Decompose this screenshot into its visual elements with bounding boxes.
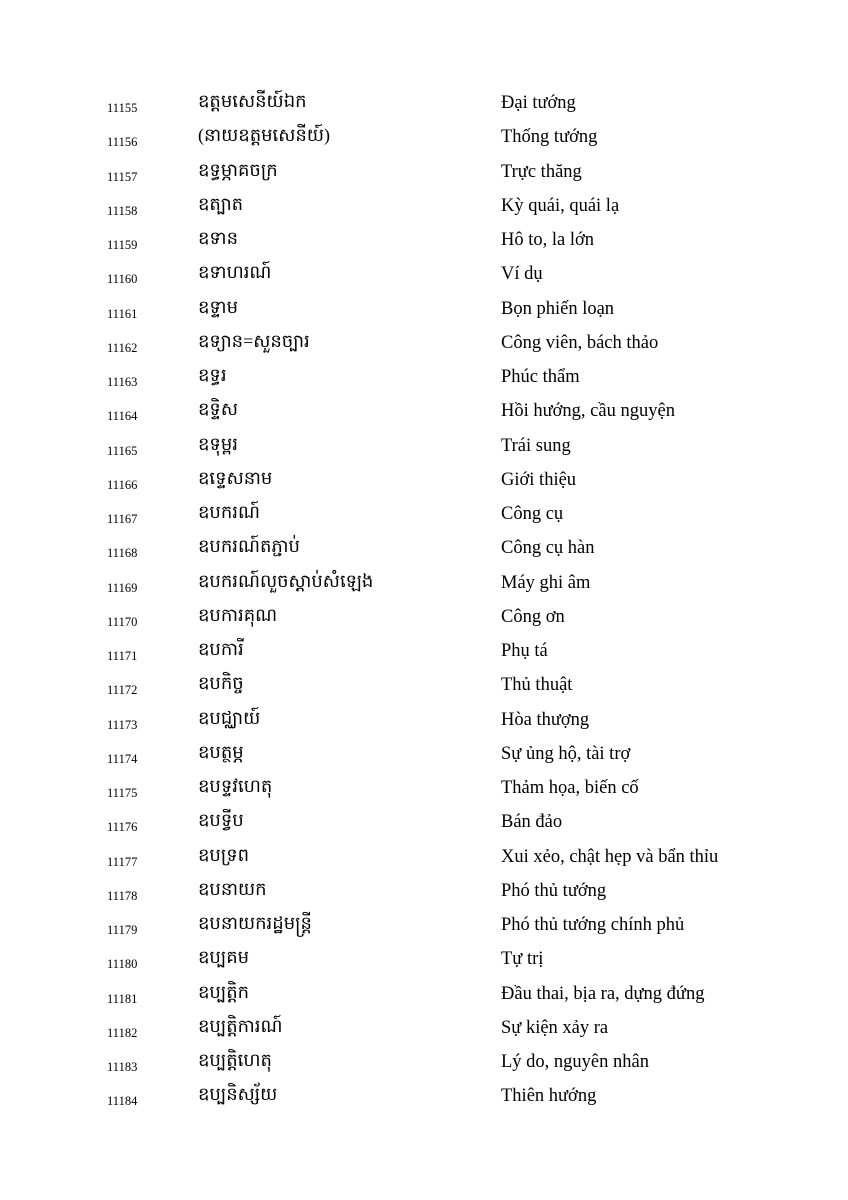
vietnamese-translation: Thủ thuật: [501, 675, 573, 696]
entry-number: 11156: [107, 135, 138, 150]
vietnamese-translation: Thống tướng: [501, 127, 598, 148]
list-item: [0, 600, 848, 634]
khmer-term: ឧត្តមសេនីយ៍ឯក: [198, 91, 307, 111]
khmer-term: ឧប្បត្តិក: [198, 981, 250, 1002]
vietnamese-translation: Phó thủ tướng chính phủ: [501, 915, 685, 935]
list-item: [0, 120, 848, 154]
khmer-term: ឧទ្ធម្ភាគចក្រ: [198, 159, 278, 180]
vietnamese-translation: Phúc thẩm: [501, 367, 580, 387]
khmer-term: ឧទាហរណ៍: [198, 262, 272, 283]
vietnamese-translation: Đầu thai, bịa ra, dựng đứng: [501, 983, 705, 1004]
entry-number: 11169: [107, 580, 138, 595]
list-item: [0, 977, 848, 1011]
entry-number: 11178: [107, 888, 138, 903]
list-item: [0, 1079, 848, 1113]
entry-number: 11160: [107, 272, 138, 287]
entry-number: 11179: [107, 923, 138, 937]
entry-number: 11174: [107, 751, 138, 766]
khmer-term: ឧបការី: [198, 639, 244, 659]
list-item: [0, 1011, 848, 1045]
vietnamese-translation: Lý do, nguyên nhân: [501, 1052, 649, 1072]
entry-number: 11163: [107, 375, 138, 389]
entry-number: 11176: [107, 820, 138, 835]
khmer-term: ឧបការគុណ: [198, 604, 278, 625]
vietnamese-translation: Đại tướng: [501, 93, 576, 113]
list-item: [0, 257, 848, 291]
list-item: [0, 703, 848, 737]
list-item: [0, 223, 848, 257]
entry-number: 11159: [107, 238, 138, 252]
entry-number: 11165: [107, 443, 138, 458]
entry-number: 11168: [107, 546, 138, 561]
entry-number: 11184: [107, 1094, 138, 1109]
entry-number: 11158: [107, 203, 138, 218]
entry-number: 11183: [107, 1060, 138, 1074]
entry-number: 11157: [107, 169, 138, 184]
vietnamese-translation: Hô to, la lớn: [501, 230, 595, 250]
vietnamese-translation: Máy ghi âm: [501, 572, 591, 593]
khmer-term: ឧបករណ៍: [198, 502, 260, 522]
vietnamese-translation: Công ơn: [501, 606, 565, 627]
khmer-term: ឧប្បគម: [198, 947, 250, 968]
vietnamese-translation: Giới thiệu: [501, 469, 577, 490]
list-item: [0, 840, 848, 874]
vietnamese-translation: Sự ủng hộ, tài trợ: [501, 743, 631, 764]
list-item: [0, 394, 848, 428]
list-item: [0, 326, 848, 360]
list-item: [0, 908, 848, 942]
entry-list: [0, 86, 848, 1114]
vietnamese-translation: Bán đảo: [501, 812, 563, 833]
list-item: [0, 874, 848, 908]
khmer-term: ឧបទ្វីប: [198, 810, 244, 831]
khmer-term: ឧទាន: [198, 228, 238, 248]
vietnamese-translation: Trực thăng: [501, 161, 582, 182]
khmer-term: ឧប្បនិស្ស័យ: [198, 1084, 278, 1105]
vietnamese-translation: Hồi hướng, cầu nguyện: [501, 401, 675, 422]
list-item: [0, 497, 848, 531]
khmer-term: ឧត្បាត: [198, 193, 244, 214]
vietnamese-translation: Thiên hướng: [501, 1086, 597, 1107]
list-item: [0, 189, 848, 223]
khmer-term: ឧបកិច្ច: [198, 673, 244, 694]
khmer-term: ឧប្បត្តិការណ៍: [198, 1015, 283, 1036]
khmer-term: ឧបជ្ឈាយ៍: [198, 707, 261, 728]
vietnamese-translation: Ví dụ: [501, 264, 543, 285]
vietnamese-translation: Hòa thượng: [501, 709, 590, 730]
list-item: [0, 771, 848, 805]
khmer-term: ឧបទ្ទវហេតុ: [198, 776, 273, 796]
entry-number: 11181: [107, 991, 138, 1006]
vietnamese-translation: Sự kiện xảy ra: [501, 1017, 609, 1038]
entry-number: 11175: [107, 786, 138, 800]
entry-number: 11164: [107, 409, 138, 424]
vietnamese-translation: Phó thủ tướng: [501, 880, 607, 901]
list-item: [0, 668, 848, 702]
khmer-term: ឧបករណ៍លួចស្តាប់សំឡេង: [198, 570, 374, 591]
vietnamese-translation: Bọn phiến loạn: [501, 298, 615, 319]
khmer-term: ឧបនាយក: [198, 878, 267, 899]
vietnamese-translation: Thảm họa, biến cố: [501, 778, 639, 798]
list-item: [0, 634, 848, 668]
khmer-term: ឧទ្ទាម: [198, 296, 238, 317]
list-item: [0, 292, 848, 326]
entry-number: 11171: [107, 649, 138, 663]
entry-number: 11166: [107, 477, 138, 492]
khmer-term: ឧទ្យាន=សួនច្បារ: [198, 330, 310, 351]
vietnamese-translation: Kỳ quái, quái lạ: [501, 195, 620, 216]
entry-number: 11172: [107, 683, 138, 698]
list-item: [0, 155, 848, 189]
khmer-term: ឧប្បត្តិហេតុ: [198, 1050, 272, 1070]
khmer-term: ឧទុម្ពរ: [198, 433, 238, 454]
entry-number: 11180: [107, 957, 138, 972]
vietnamese-translation: Trái sung: [501, 435, 571, 456]
list-item: [0, 463, 848, 497]
list-item: [0, 86, 848, 120]
vietnamese-translation: Công cụ hàn: [501, 538, 595, 559]
entry-number: 11162: [107, 340, 138, 355]
khmer-term: ឧបត្ថម្ភ: [198, 741, 244, 762]
entry-number: 11155: [107, 101, 138, 115]
khmer-term: ឧទ្ធរ: [198, 365, 227, 385]
list-item: [0, 566, 848, 600]
list-item: [0, 1045, 848, 1079]
vietnamese-translation: Công cụ: [501, 504, 564, 524]
list-item: [0, 531, 848, 565]
list-item: [0, 737, 848, 771]
khmer-term: ឧបនាយករដ្ឋមន្ត្រី: [198, 913, 312, 933]
entry-number: 11167: [107, 512, 138, 526]
vietnamese-translation: Tự trị: [501, 949, 544, 970]
entry-number: 11177: [107, 854, 138, 869]
khmer-term: (នាយឧត្តមសេនីយ៍): [198, 125, 330, 146]
entry-number: 11182: [107, 1025, 138, 1040]
vietnamese-translation: Phụ tá: [501, 641, 548, 661]
khmer-term: ឧទ្ទិស: [198, 399, 238, 420]
entry-number: 11170: [107, 614, 138, 629]
list-item: [0, 942, 848, 976]
vietnamese-translation: Công viên, bách thảo: [501, 332, 659, 353]
khmer-term: ឧទ្ទេសនាម: [198, 467, 273, 488]
list-item: [0, 360, 848, 394]
list-item: [0, 429, 848, 463]
entry-number: 11161: [107, 306, 138, 321]
entry-number: 11173: [107, 717, 138, 732]
list-item: [0, 805, 848, 839]
khmer-term: ឧបទ្រព: [198, 844, 250, 865]
khmer-term: ឧបករណ៍តភ្ជាប់: [198, 536, 300, 557]
vietnamese-translation: Xui xẻo, chật hẹp và bẩn thỉu: [501, 846, 719, 867]
